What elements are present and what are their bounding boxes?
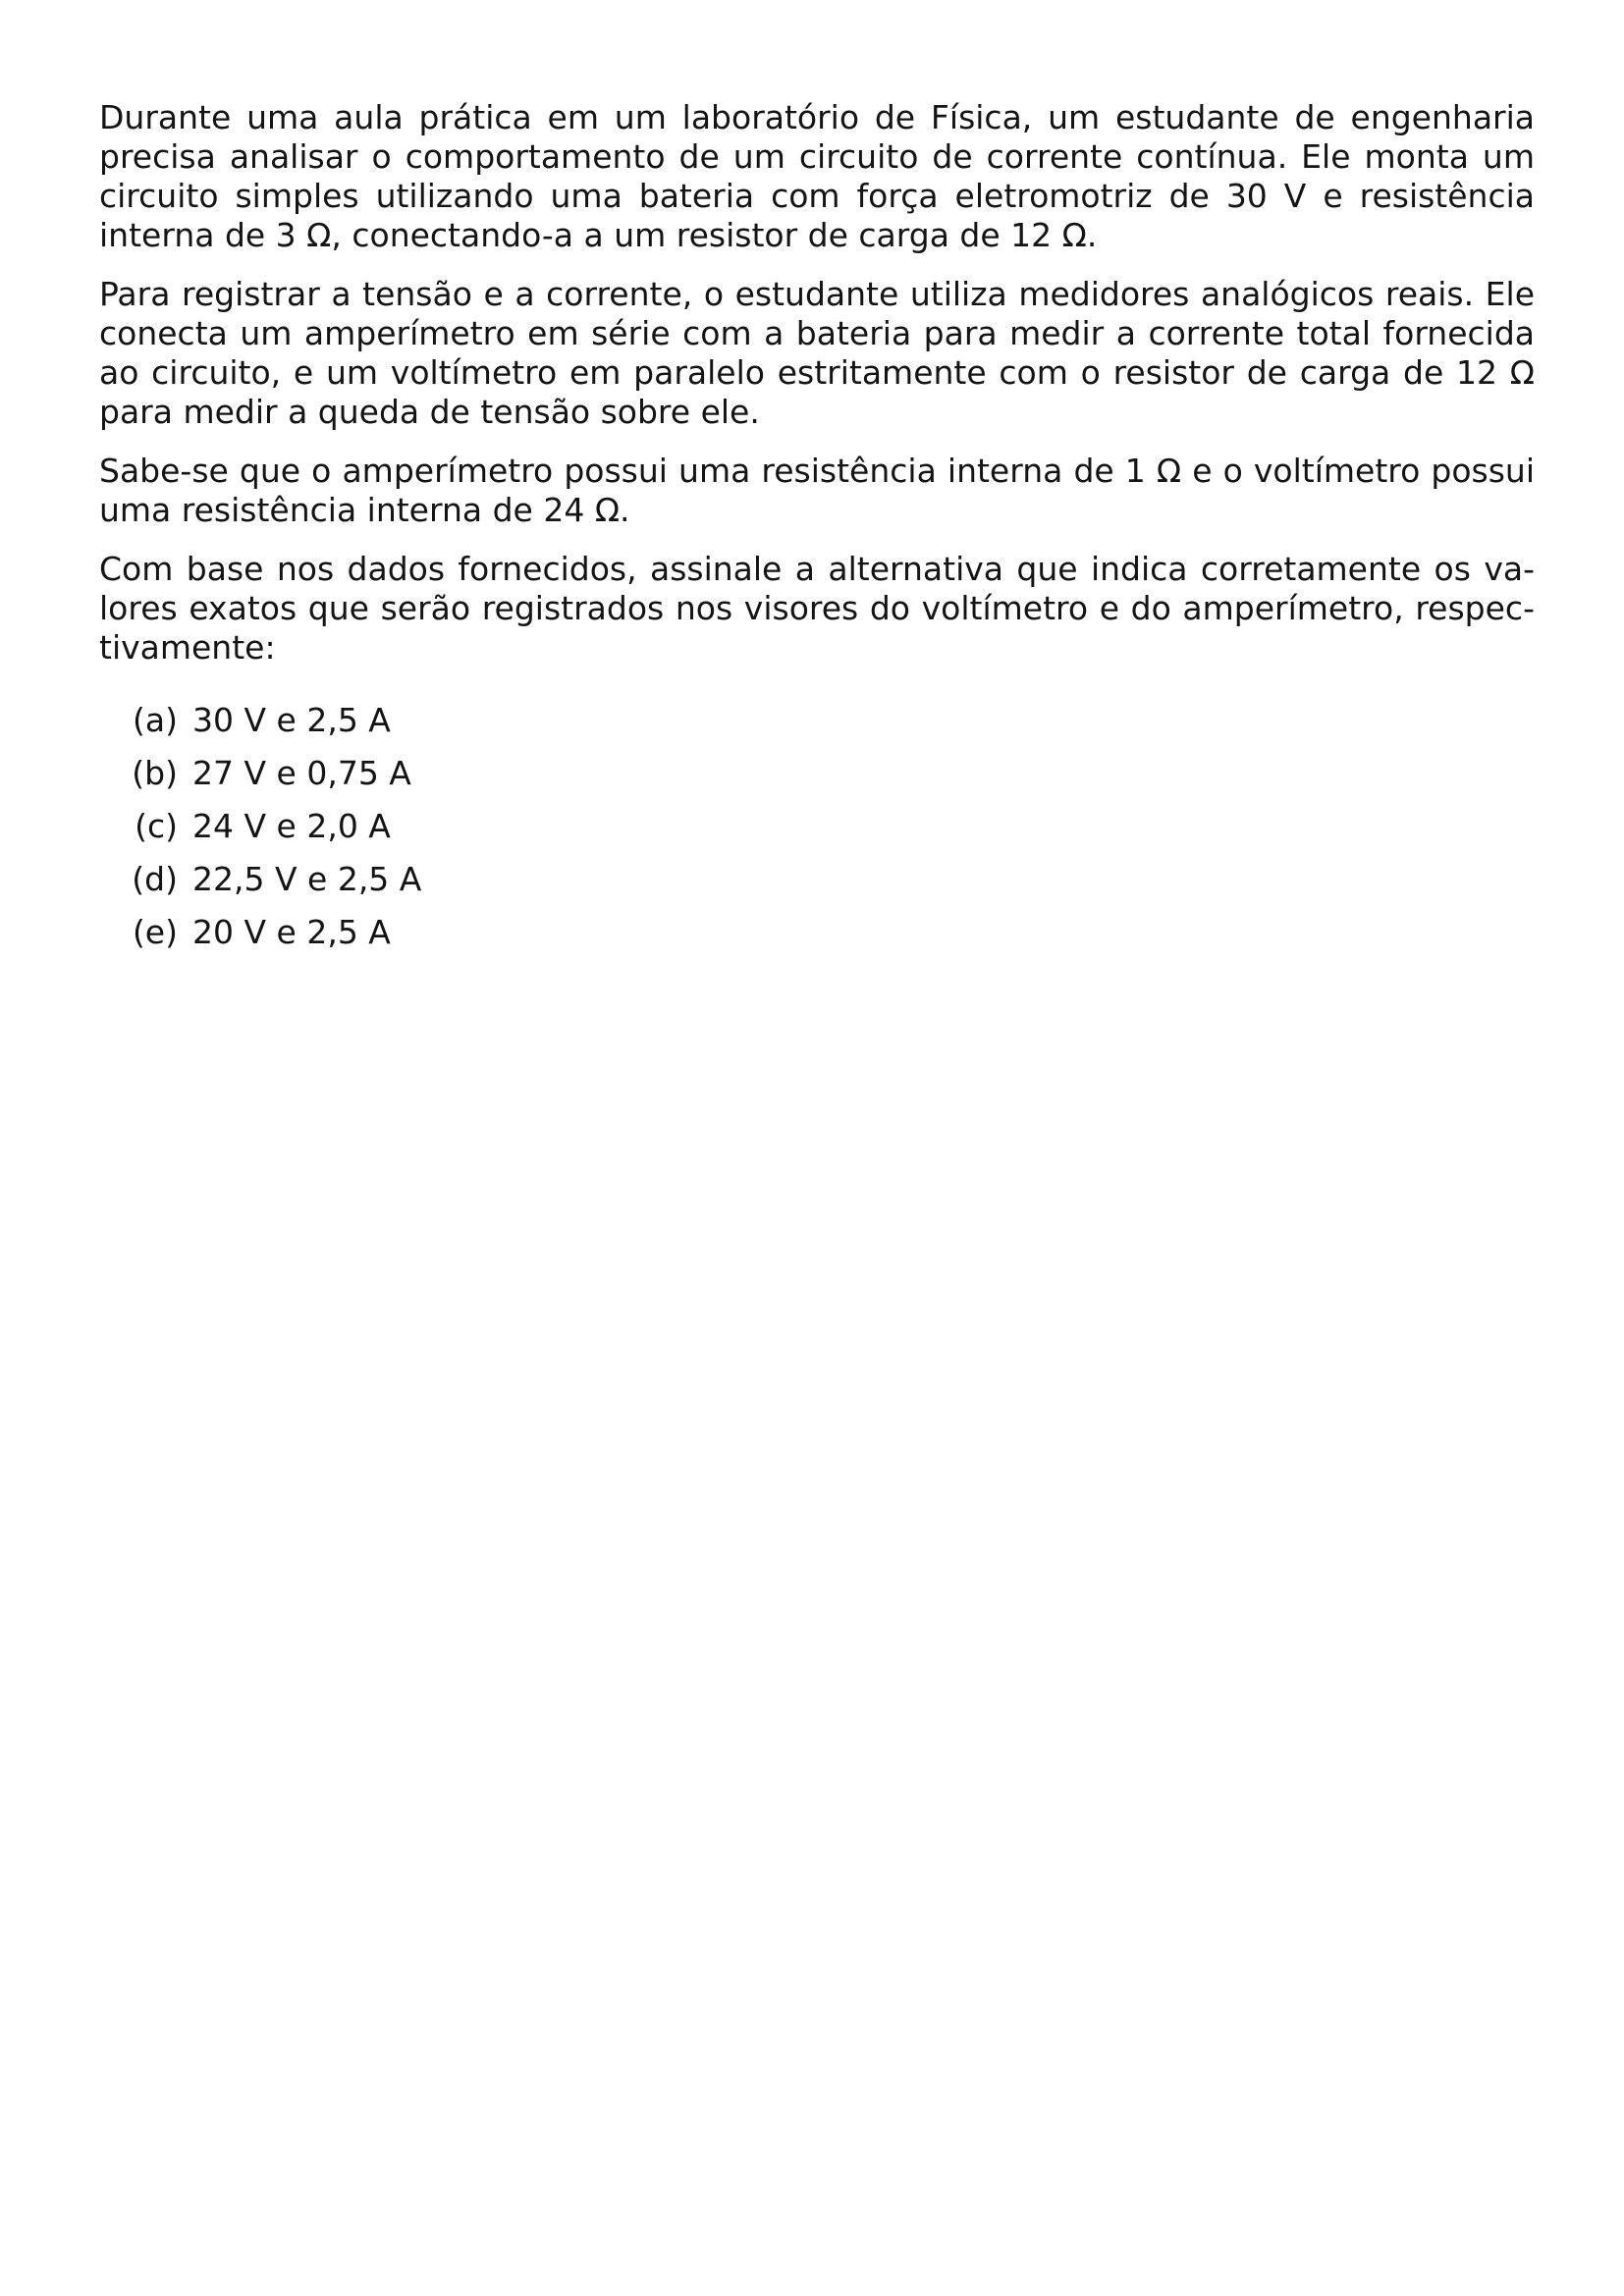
answer-options-list bbox=[99, 701, 1535, 952]
option-text: 24 V e 2,0 A bbox=[192, 807, 391, 845]
option-letter: (e) bbox=[132, 913, 178, 951]
option-letter: (c) bbox=[135, 807, 178, 845]
answer-option-b bbox=[99, 754, 1535, 793]
option-text: 27 V e 0,75 A bbox=[192, 754, 411, 792]
answer-option-d bbox=[99, 860, 1535, 899]
option-text: 20 V e 2,5 A bbox=[192, 913, 391, 951]
option-letter: (a) bbox=[133, 701, 178, 739]
answer-option-e bbox=[99, 913, 1535, 952]
option-text: 22,5 V e 2,5 A bbox=[192, 860, 422, 898]
option-text: 30 V e 2,5 A bbox=[192, 701, 391, 739]
question-paragraph: Durante uma aula prática em um laboratório de Física, um estudante de engenharia precisa analisar o comportamento de um circuito de corrente contínua. Ele monta um circuito simples utilizando uma bateria com força eletromotriz de 30 V e resistência interna de 3 Ω, conectando-a a um resistor de carga de 12 Ω. bbox=[99, 98, 1535, 254]
option-letter: (d) bbox=[132, 860, 178, 898]
answer-option-c bbox=[99, 807, 1535, 846]
question-prompt: Com base nos dados fornecidos, assinale a alternativa que indica corretamente os valores exatos que serão registrados nos visores do voltímetro e do amperímetro, respectivamente: bbox=[99, 550, 1535, 667]
answer-option-a bbox=[99, 701, 1535, 740]
question-paragraph: Para registrar a tensão e a corrente, o estudante utiliza medidores analógicos reais. Ele conecta um amperímetro em série com a bateria para medir a corrente total fornecida ao circuito, e um voltímetro em paralelo estritamente com o resistor de carga de 12 Ω para medir a queda de tensão sobre ele. bbox=[99, 275, 1535, 431]
option-letter: (b) bbox=[132, 754, 178, 792]
question-paragraph: Sabe-se que o amperímetro possui uma resistência interna de 1 Ω e o voltímetro possui uma resistência interna de 24 Ω. bbox=[99, 452, 1535, 529]
document-page bbox=[99, 98, 1535, 966]
